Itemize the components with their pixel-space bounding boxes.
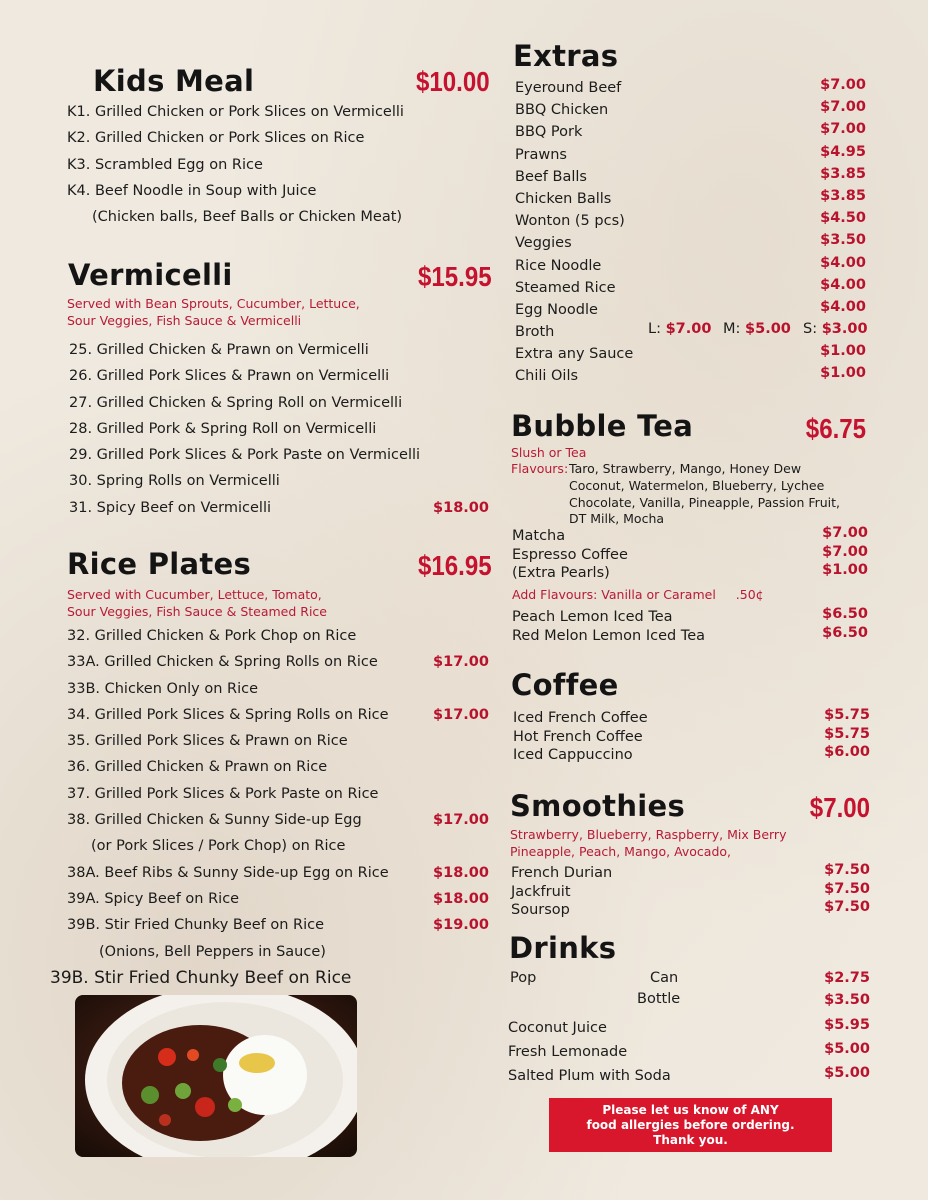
kids-meal-title: Kids Meal: [93, 64, 255, 98]
list-item: K3. Scrambled Egg on Rice: [67, 156, 263, 173]
description-line: Served with Bean Sprouts, Cucumber, Lettuce,: [67, 296, 360, 311]
item-price: $3.50: [820, 232, 866, 249]
list-item: [512, 544, 868, 563]
item-price: $1.00: [820, 343, 866, 360]
size-label: M:: [723, 321, 741, 338]
list-item: [515, 188, 866, 210]
rice-plates-price: $16.95: [418, 550, 492, 581]
extras-title: Extras: [513, 39, 619, 73]
item-name: 35. Grilled Pork Slices & Prawn on Rice: [67, 733, 348, 750]
list-item: [515, 166, 866, 188]
flavours-line: Coconut, Watermelon, Blueberry, Lychee: [569, 477, 825, 493]
item-name: Rice Noodle: [515, 257, 602, 274]
item-name: Chicken Balls: [515, 190, 612, 207]
item-price: $7.50: [824, 880, 870, 897]
size-price: $7.00: [665, 321, 712, 338]
rice-plates-description: [67, 586, 327, 620]
size-price: $5.00: [745, 321, 791, 338]
item-price: $7.50: [824, 899, 870, 916]
item-price: $5.95: [824, 1017, 870, 1033]
list-item: [511, 862, 870, 881]
list-item: [515, 232, 866, 254]
pop-row: [510, 970, 870, 1016]
item-price: $6.00: [824, 744, 870, 761]
item-price: $18.00: [433, 499, 489, 516]
dish-photo: [75, 995, 357, 1157]
list-item: [67, 702, 489, 728]
item-name: 34. Grilled Pork Slices & Spring Rolls on Rice: [67, 706, 389, 723]
item-name: Red Melon Lemon Iced Tea: [512, 628, 706, 644]
list-item: [508, 1065, 870, 1089]
list-item: [67, 886, 489, 912]
item-price: $4.50: [820, 210, 866, 227]
item-price: $1.00: [820, 365, 866, 382]
list-item: [515, 210, 866, 232]
item-price: $7.00: [822, 543, 868, 560]
item-price: $3.85: [820, 187, 866, 204]
item-price: $5.00: [824, 1065, 870, 1081]
item-name: 33B. Chicken Only on Rice: [67, 680, 259, 697]
rice-plates-title: Rice Plates: [67, 547, 252, 581]
extras-list: [515, 77, 866, 388]
item-name: (Onions, Bell Peppers in Sauce): [99, 943, 326, 960]
broth-large: [648, 321, 711, 337]
list-item: [511, 881, 870, 900]
vermicelli-price: $15.95: [418, 261, 492, 292]
smoothies-list: [511, 862, 870, 918]
flavours-line: Taro, Strawberry, Mango, Honey Dew: [569, 461, 802, 476]
list-item: K4. Beef Noodle in Soup with Juice: [67, 182, 317, 199]
list-item: [508, 1017, 870, 1041]
item-price: $6.50: [822, 606, 868, 622]
list-item: [69, 468, 489, 494]
item-name: 38. Grilled Chicken & Sunny Side-up Egg: [67, 812, 362, 829]
list-item: [515, 299, 866, 321]
smoothies-description: [510, 826, 786, 860]
list-item: [67, 728, 489, 754]
list-item: [67, 807, 489, 833]
item-name: Coconut Juice: [508, 1020, 607, 1036]
vermicelli-list: [69, 337, 489, 521]
list-item: K2. Grilled Chicken or Pork Slices on Rice: [67, 130, 365, 147]
item-name: 32. Grilled Chicken & Pork Chop on Rice: [67, 628, 357, 644]
item-price: $17.00: [433, 812, 489, 829]
item-name: Jackfruit: [511, 883, 571, 900]
size-price: $3.00: [821, 321, 868, 338]
item-name: Pop: [510, 970, 537, 986]
item-name: BBQ Pork: [515, 124, 583, 141]
list-item: [69, 363, 489, 389]
list-item: [515, 255, 866, 277]
flavours-block: [511, 461, 840, 528]
item-name: Chili Oils: [515, 368, 579, 385]
item-name: 36. Grilled Chicken & Prawn on Rice: [67, 759, 328, 776]
list-item: [67, 623, 489, 649]
item-name: Prawns: [515, 146, 567, 163]
list-item: [69, 337, 489, 363]
item-price: $5.00: [824, 1041, 870, 1057]
bubble-tea-title: Bubble Tea: [511, 409, 694, 443]
item-name: Beef Balls: [515, 168, 587, 185]
item-price: $18.00: [433, 864, 489, 881]
item-name: Eyeround Beef: [515, 80, 622, 96]
description-line: Sour Veggies, Fish Sauce & Vermicelli: [67, 313, 302, 328]
list-item: [508, 1041, 870, 1065]
item-price: $5.75: [824, 707, 870, 723]
size-label: Bottle: [637, 991, 681, 1007]
item-name: 29. Grilled Pork Slices & Pork Paste on Vermicelli: [69, 447, 421, 464]
smoothies-price: $7.00: [809, 792, 870, 823]
list-item: [515, 99, 866, 121]
list-item: [69, 416, 489, 442]
item-price: $7.00: [822, 525, 868, 541]
item-price: $7.00: [820, 77, 866, 93]
list-item: [67, 754, 489, 780]
item-name: Matcha: [512, 528, 566, 544]
list-item: [67, 676, 489, 702]
list-item: [512, 606, 868, 625]
item-name: 33A. Grilled Chicken & Spring Rolls on Rice: [67, 654, 378, 671]
item-name: Fresh Lemonade: [508, 1044, 628, 1060]
list-item: [69, 495, 489, 521]
list-item: [515, 365, 866, 387]
item-name: Extra any Sauce: [515, 346, 634, 363]
item-name: 25. Grilled Chicken & Prawn on Vermicelli: [69, 342, 369, 358]
list-item: [67, 912, 489, 938]
size-label: Can: [650, 970, 679, 986]
item-name: Salted Plum with Soda: [508, 1068, 671, 1084]
list-item: [515, 277, 866, 299]
coffee-title: Coffee: [511, 668, 619, 702]
broth-row: [515, 321, 866, 343]
vermicelli-title: Vermicelli: [68, 258, 233, 292]
bubble-tea-list: [512, 525, 868, 581]
smoothies-title: Smoothies: [510, 789, 686, 823]
list-item: [515, 343, 866, 365]
allergy-notice: [549, 1098, 832, 1152]
allergy-line: food allergies before ordering.: [586, 1118, 795, 1132]
item-name: Iced French Coffee: [513, 710, 648, 726]
list-item: [515, 121, 866, 143]
item-name: Peach Lemon Iced Tea: [512, 609, 673, 625]
item-name: Espresso Coffee: [512, 546, 628, 563]
kids-meal-price: $10.00: [416, 66, 490, 97]
item-name: 27. Grilled Chicken & Spring Roll on Vermicelli: [69, 394, 403, 411]
item-name: Broth: [515, 324, 555, 341]
item-name: Soursop: [511, 902, 570, 919]
item-name: (Extra Pearls): [512, 565, 610, 582]
list-item: [67, 939, 489, 965]
item-name: 39B. Stir Fried Chunky Beef on Rice: [67, 917, 325, 934]
item-name: 39A. Spicy Beef on Rice: [67, 890, 240, 907]
item-price: $6.50: [822, 625, 868, 641]
coffee-list: [513, 707, 870, 763]
description-line: Strawberry, Blueberry, Raspberry, Mix Berry: [510, 827, 787, 842]
drinks-list: [508, 1017, 870, 1089]
description-line: Pineapple, Peach, Mango, Avocado,: [510, 844, 732, 859]
add-flavours: [512, 586, 764, 603]
item-price: $4.00: [820, 298, 866, 315]
bubble-tea-subtitle: Slush or Tea: [511, 445, 587, 460]
list-item: [69, 442, 489, 468]
list-item: [513, 726, 870, 745]
description-line: Sour Veggies, Fish Sauce & Steamed Rice: [67, 604, 327, 619]
kids-meal-list: [67, 99, 404, 230]
item-name: Hot French Coffee: [513, 728, 643, 745]
item-price: $5.75: [824, 725, 870, 742]
item-name: Egg Noodle: [515, 301, 598, 318]
item-name: French Durian: [511, 865, 613, 881]
list-item: [67, 649, 489, 675]
item-price: $17.00: [433, 654, 489, 671]
broth-medium: [723, 321, 791, 337]
item-name: Iced Cappuccino: [513, 747, 633, 764]
item-price: $4.95: [820, 143, 866, 160]
item-name: (or Pork Slices / Pork Chop) on Rice: [91, 838, 346, 855]
flavours-line: Chocolate, Vanilla, Pineapple, Passion Fruit,: [569, 494, 841, 510]
item-price: $19.00: [433, 917, 489, 934]
item-name: 31. Spicy Beef on Vermicelli: [69, 499, 271, 516]
broth-small: [803, 321, 868, 337]
photo-caption: 39B. Stir Fried Chunky Beef on Rice: [50, 968, 352, 988]
list-item: [512, 625, 868, 644]
item-name: BBQ Chicken: [515, 102, 609, 119]
allergy-line: Thank you.: [653, 1133, 728, 1147]
list-item: [515, 144, 866, 166]
bubble-tea-price: $6.75: [805, 413, 866, 444]
item-price: $7.00: [820, 121, 866, 138]
size-label: L:: [648, 321, 661, 338]
item-name: 30. Spring Rolls on Vermicelli: [69, 473, 280, 490]
item-name: Wonton (5 pcs): [515, 213, 625, 230]
item-price: $3.50: [824, 992, 870, 1008]
list-item: [513, 744, 870, 763]
list-item: [513, 707, 870, 726]
iced-tea-list: [512, 606, 868, 644]
item-price: $4.00: [820, 276, 866, 293]
item-price: $7.50: [824, 862, 870, 878]
item-price: $4.00: [820, 254, 866, 271]
item-price: $2.75: [824, 970, 870, 986]
list-item: [67, 833, 489, 859]
item-name: Steamed Rice: [515, 279, 616, 296]
item-name: 28. Grilled Pork & Spring Roll on Vermicelli: [69, 420, 377, 437]
flavours-line: DT Milk, Mocha: [569, 511, 665, 527]
item-name: 37. Grilled Pork Slices & Pork Paste on Rice: [67, 785, 379, 802]
rice-plates-list: [67, 623, 489, 965]
item-price: $3.85: [820, 165, 866, 182]
item-name: Veggies: [515, 235, 572, 252]
list-item: [511, 899, 870, 918]
description-line: Served with Cucumber, Lettuce, Tomato,: [67, 587, 322, 602]
list-item: [67, 860, 489, 886]
list-item: [67, 781, 489, 807]
allergy-line: Please let us know of ANY: [602, 1103, 779, 1117]
list-item: [515, 77, 866, 99]
drinks-title: Drinks: [509, 931, 617, 965]
add-flavours-price: .50¢: [735, 587, 764, 602]
item-price: $7.00: [820, 99, 866, 116]
size-label: S:: [803, 321, 818, 338]
vermicelli-description: [67, 295, 360, 329]
list-item: [512, 562, 868, 581]
item-price: $1.00: [822, 562, 868, 579]
add-flavours-text: Add Flavours: Vanilla or Caramel: [512, 587, 716, 602]
list-item: K1. Grilled Chicken or Pork Slices on Vermicelli: [67, 104, 404, 120]
item-name: 26. Grilled Pork Slices & Prawn on Vermicelli: [69, 368, 390, 385]
list-item: [69, 390, 489, 416]
dish-photo-image: [75, 995, 357, 1157]
item-price: $18.00: [433, 890, 489, 907]
item-price: $17.00: [433, 706, 489, 723]
item-name: 38A. Beef Ribs & Sunny Side-up Egg on Rice: [67, 864, 389, 881]
flavours-label: Flavours:: [511, 461, 569, 476]
list-item: [512, 525, 868, 544]
list-item: (Chicken balls, Beef Balls or Chicken Meat): [92, 209, 403, 226]
